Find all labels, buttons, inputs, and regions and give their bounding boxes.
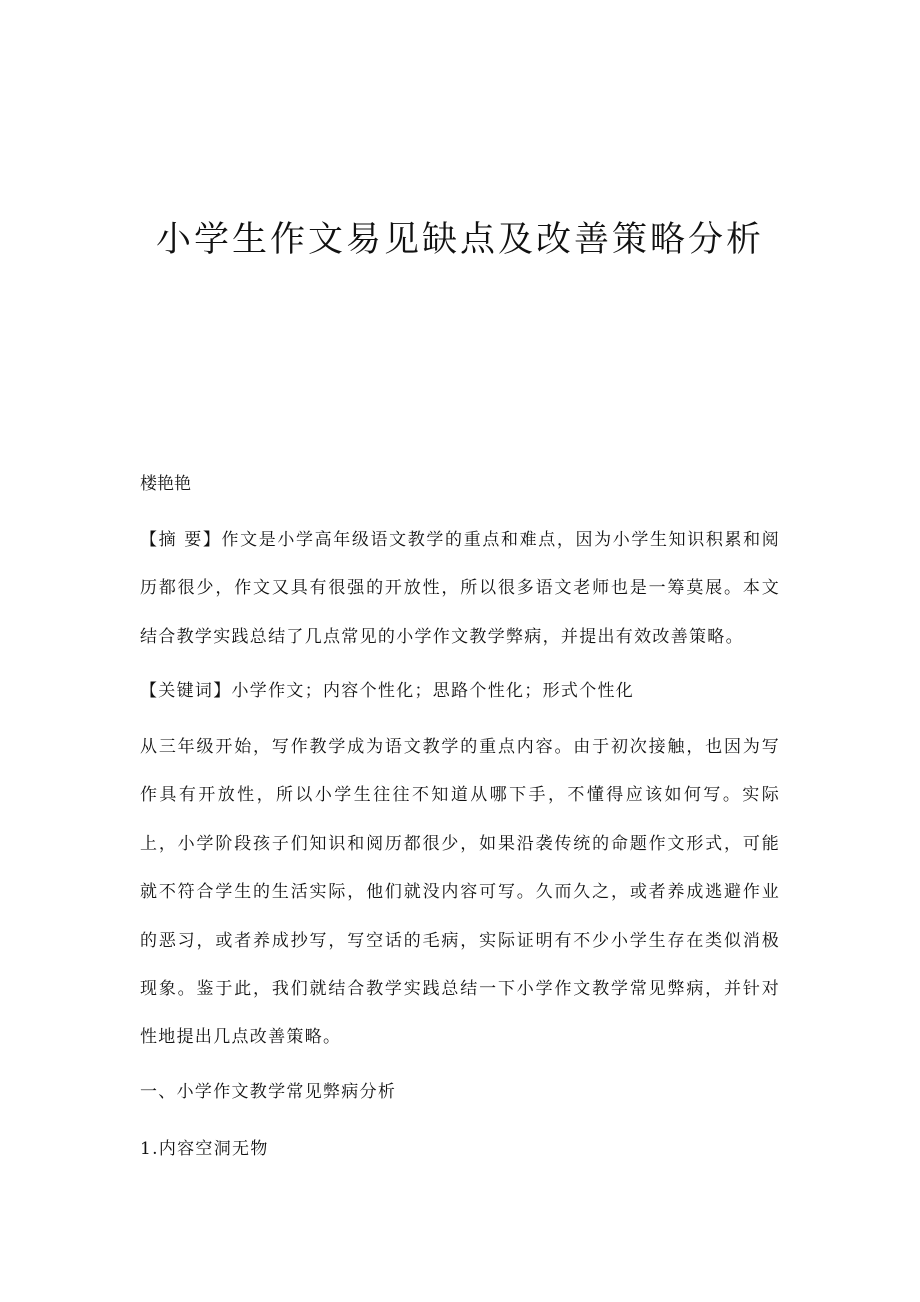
keywords-text: 小学作文；内容个性化；思路个性化；形式个性化 [231,681,635,701]
keywords-label: 【关键词】 [140,681,232,701]
abstract-text: 作文是小学高年级语文教学的重点和难点，因为小学生知识积累和阅历都很少，作文又具有很强的开放性，所以很多语文老师也是一筹莫展。本文结合教学实践总结了几点常见的小学作文教学弊病，并提出有效改善策略。 [140,530,781,647]
intro-paragraph: 从三年级开始，写作教学成为语文教学的重点内容。由于初次接触，也因为写作具有开放性，所以小学生往往不知道从哪下手，不懂得应该如何写。实际上，小学阶段孩子们知识和阅历都很少，如果沿袭传统的命题作文形式，可能就不符合学生的生活实际，他们就没内容可写。久而久之，或者养成逃避作业的恶习，或者养成抄写，写空话的毛病，实际证明有不少小学生存在类似消极现象。鉴于此，我们就结合教学实践总结一下小学作文教学常见弊病，并针对性地提出几点改善策略。 [140,737,780,1048]
author-name: 楼艳艳 [140,474,191,494]
subsection-heading: 1.内容空洞无物 [140,1139,269,1159]
abstract-paragraph [140,516,780,661]
section-heading: 一、小学作文教学常见弊病分析 [140,1082,397,1102]
keywords-paragraph [140,667,780,715]
abstract-label: 【摘 要】 [140,530,222,550]
document-title: 小学生作文易见缺点及改善策略分析 [155,220,764,260]
